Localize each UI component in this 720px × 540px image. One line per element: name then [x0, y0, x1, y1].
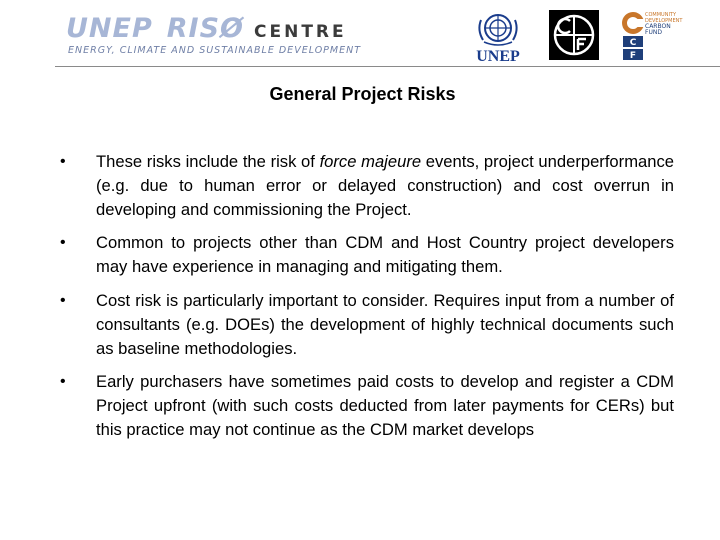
slide-header	[0, 0, 720, 70]
fund-emblem-icon	[621, 10, 645, 62]
slide-title: General Project Risks	[269, 84, 456, 104]
carbon-finance-icon	[549, 10, 599, 60]
bullet-item	[60, 231, 674, 279]
bullet-item	[60, 289, 674, 360]
header-divider	[55, 66, 720, 67]
bullet-icon: •	[60, 153, 66, 170]
bullet-text-part: events, project underperformance (e.g. due to human error or delayed construction) and cost overrun in developing and commissioning the Project.	[96, 152, 674, 219]
unep-logo-text: UNEP	[476, 48, 520, 65]
fund-line: FUND	[645, 29, 662, 36]
bullet-item	[60, 150, 674, 221]
bullet-text: Early purchasers have sometimes paid costs to develop and register a CDM Project upfront (with such costs deducted from later payments for CERs) but this practice may not continue as the CDM market develops	[96, 372, 674, 439]
fund-line: DEVELOPMENT	[645, 18, 683, 24]
bullet-icon: •	[60, 373, 66, 391]
bullet-emphasis: force majeure	[319, 152, 422, 171]
bullet-item	[60, 370, 674, 441]
unep-emblem-logo	[467, 8, 529, 66]
svg-text:F: F	[629, 51, 637, 61]
brand-unep: UNEP	[66, 13, 153, 44]
svg-text:C: C	[629, 38, 637, 48]
un-wreath-icon	[467, 8, 529, 50]
brand-name	[66, 14, 347, 47]
brand-centre: CENTRE	[254, 22, 347, 42]
unep-riso-centre-logo	[66, 14, 386, 60]
fund-line: COMMUNITY	[645, 12, 677, 18]
community-development-carbon-fund-logo	[621, 10, 691, 62]
brand-tagline: ENERGY, CLIMATE AND SUSTAINABLE DEVELOPMENT	[68, 45, 362, 56]
brand-riso: RISØ	[166, 13, 245, 44]
bullet-text: Cost risk is particularly important to consider. Requires input from a number of consultants (e.g. DOEs) the development of highly technical documents such as baseline methodologies.	[96, 290, 674, 358]
bullet-text: Common to projects other than CDM and Host Country project developers may have experience in managing and mitigating them.	[96, 233, 674, 277]
bullet-text-part: These risks include the risk of	[96, 152, 320, 171]
bullet-list	[60, 150, 674, 452]
bullet-icon: •	[60, 234, 66, 252]
fund-logo-text	[645, 12, 691, 36]
carbon-finance-logo	[549, 10, 599, 60]
bullet-icon: •	[60, 291, 66, 309]
bullet-text	[96, 150, 674, 221]
fund-line: CARBON	[645, 23, 671, 30]
